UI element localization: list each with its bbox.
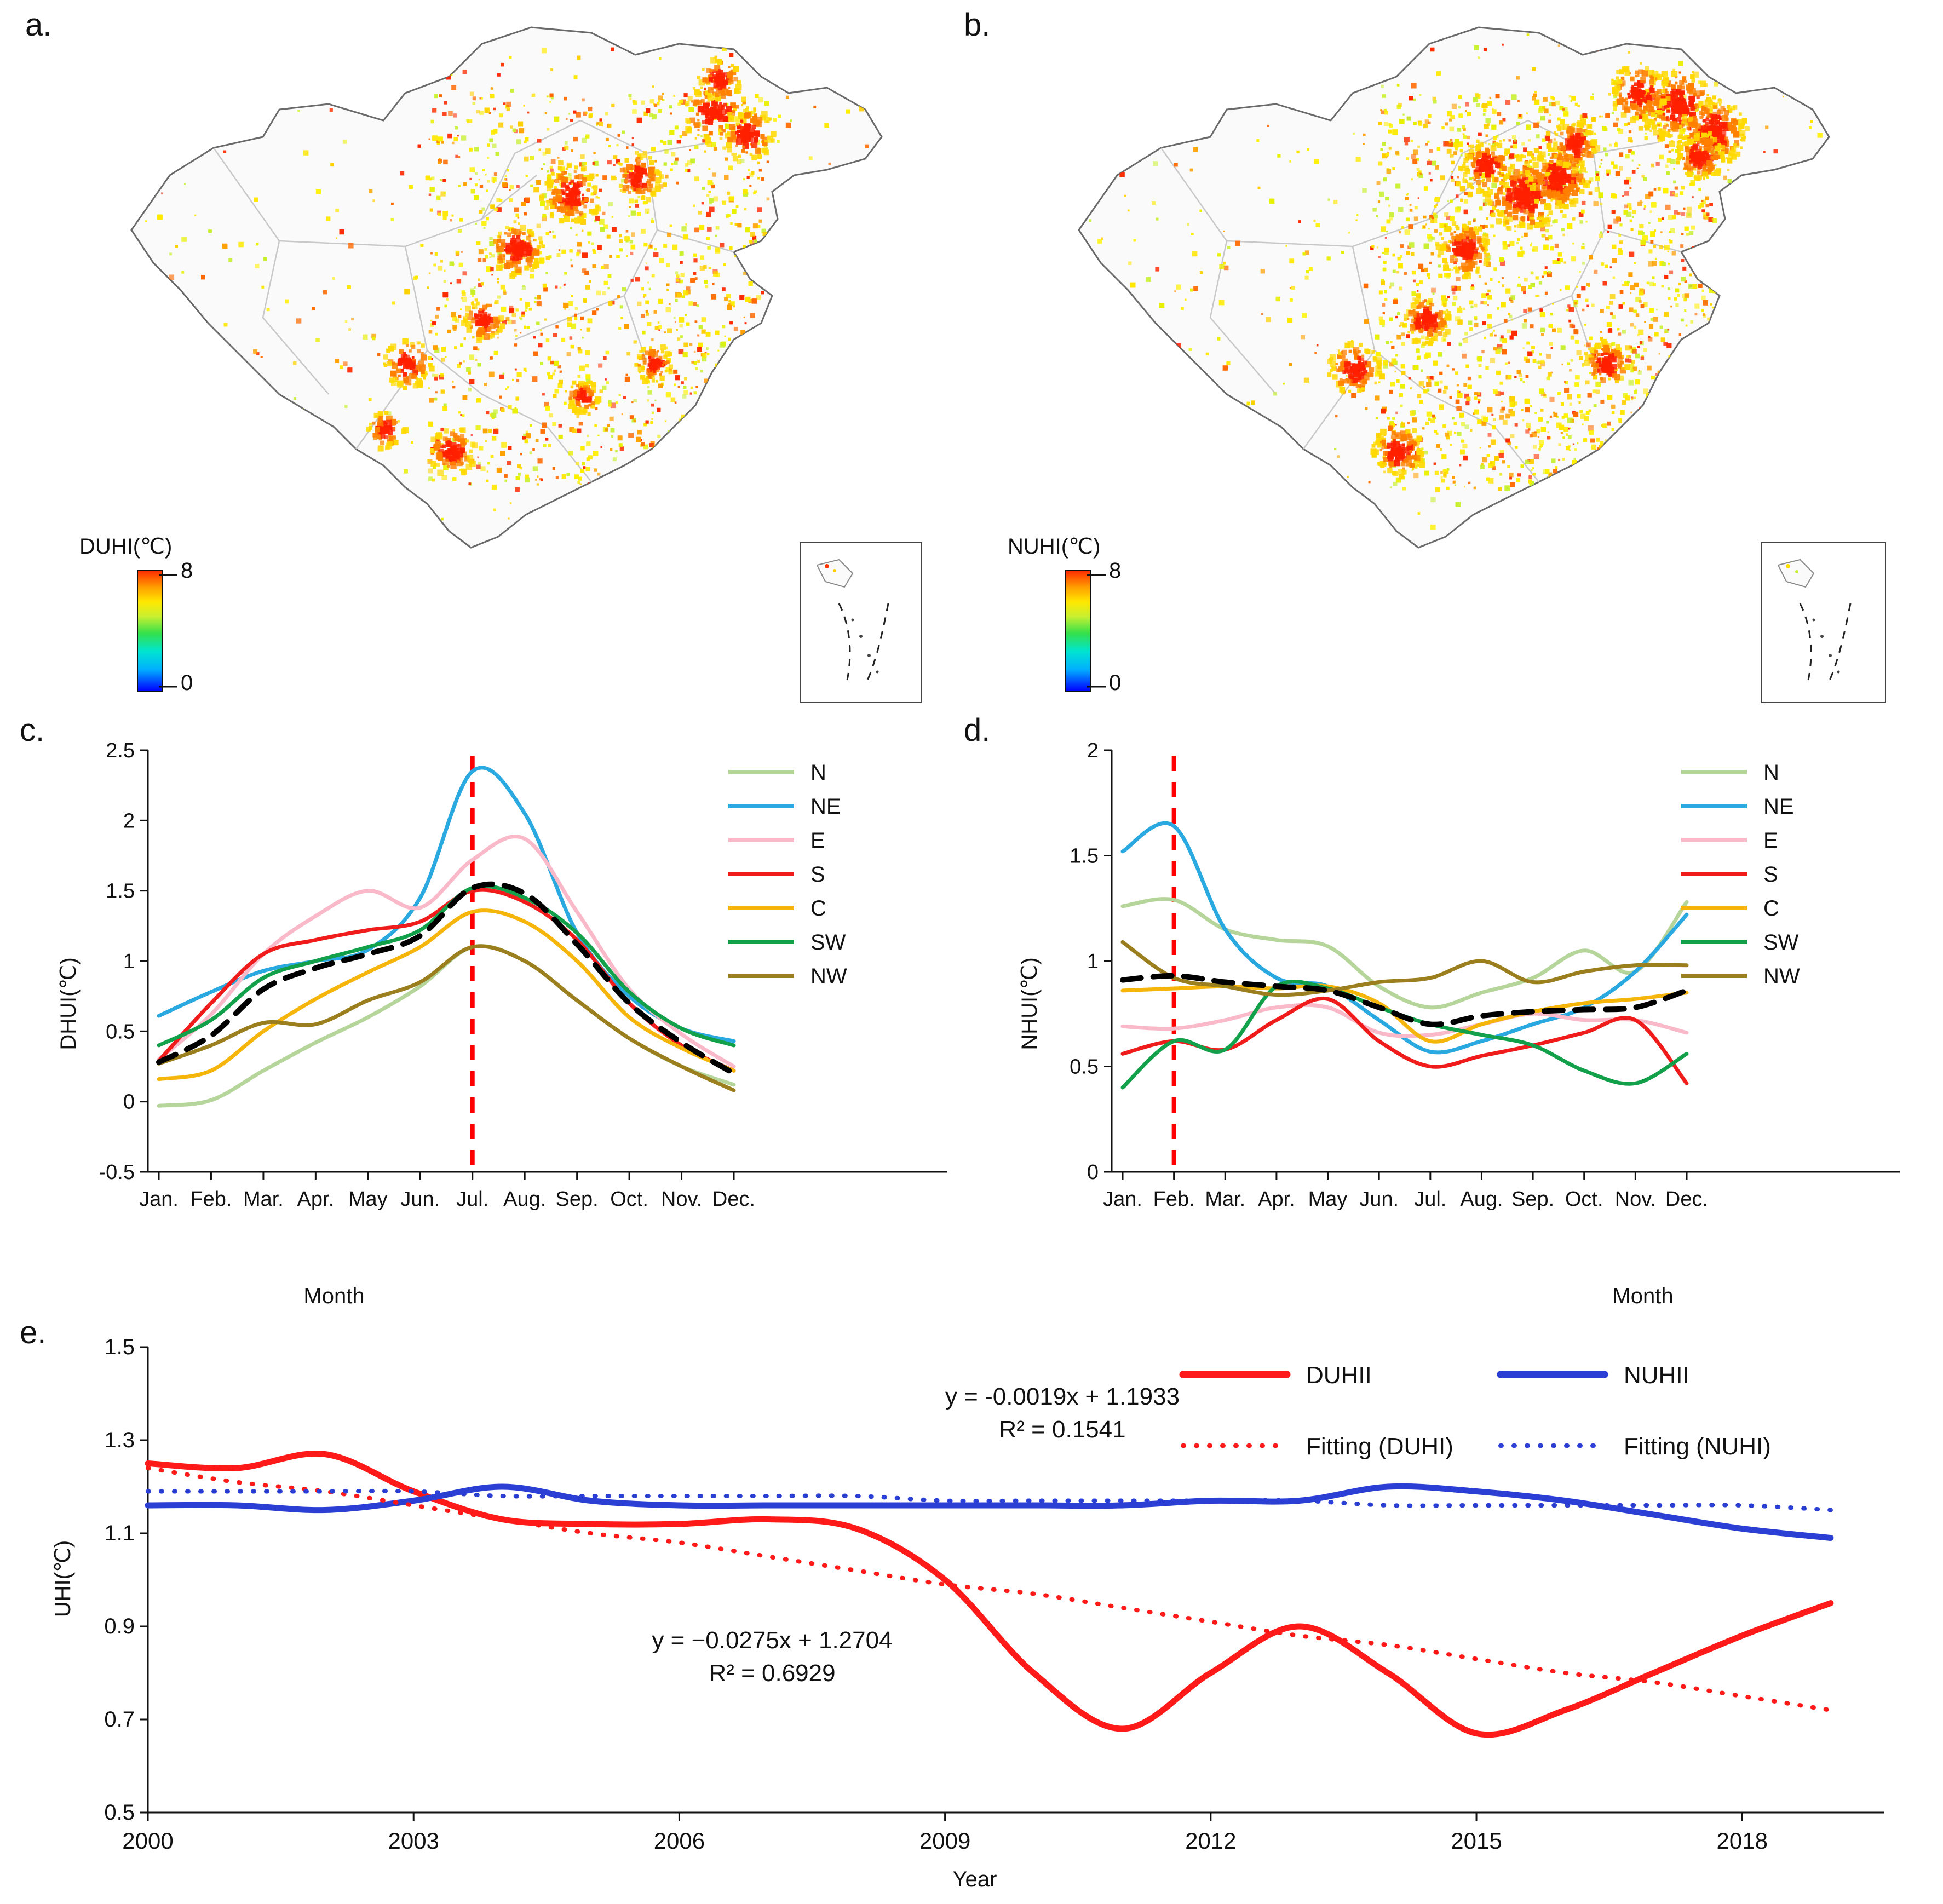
legend-label-S: S xyxy=(1763,862,1778,887)
y-tick-label: 0 xyxy=(123,1090,135,1114)
y-tick-label: 0.5 xyxy=(106,1020,135,1044)
legend-title-nuhi: NUHI(℃) xyxy=(1008,534,1101,559)
x-tick-label: May xyxy=(348,1188,388,1211)
x-tick-label: Jun. xyxy=(400,1188,440,1211)
x-tick-label: Feb. xyxy=(1153,1188,1195,1211)
chart-panel-c xyxy=(22,734,975,1314)
series-line-NUHII xyxy=(148,1486,1831,1538)
x-tick-label: Sep. xyxy=(555,1188,599,1211)
x-tick-label: Jan. xyxy=(1103,1188,1142,1211)
chart-e-svg xyxy=(22,1331,1917,1867)
y-tick-label: 0 xyxy=(1087,1161,1099,1184)
x-tick-label: 2015 xyxy=(1451,1828,1502,1854)
legend-label-SW: SW xyxy=(1763,930,1799,954)
x-tick-label: Mar. xyxy=(1205,1188,1246,1211)
chart-c-svg xyxy=(22,734,975,1281)
legend-label-NE: NE xyxy=(810,795,841,819)
y-tick-label: 1 xyxy=(123,950,135,973)
x-tick-label: Oct. xyxy=(1565,1188,1603,1211)
x-tick-label: Jul. xyxy=(456,1188,489,1211)
series-line-E xyxy=(1123,1005,1687,1036)
x-tick-label: 2018 xyxy=(1716,1828,1768,1854)
legend-label-S: S xyxy=(810,862,825,887)
legend-label-C: C xyxy=(810,896,826,921)
legend-min-nuhi: 0 xyxy=(1109,671,1122,695)
legend-label-N: N xyxy=(1763,761,1779,785)
legend-label-NUHII: NUHII xyxy=(1624,1362,1689,1389)
annotation-duhi-r2: R² = 0.6929 xyxy=(709,1660,836,1687)
x-tick-label: May xyxy=(1308,1188,1348,1211)
legend-max-nuhi: 8 xyxy=(1109,559,1122,583)
x-tick-label: 2009 xyxy=(919,1828,971,1854)
inset-south-sea-islands-b xyxy=(1761,542,1886,703)
inset-map-b xyxy=(1762,543,1883,700)
legend-label-E: E xyxy=(810,829,825,853)
x-tick-label: Sep. xyxy=(1511,1188,1555,1211)
legend-label-C: C xyxy=(1763,896,1779,921)
series-line-C xyxy=(159,911,734,1079)
y-tick-label: 2 xyxy=(123,809,135,833)
inset-south-sea-islands-a xyxy=(800,542,922,703)
panel-letter-b: b. xyxy=(964,7,991,43)
chart-c-x-axis-label: Month xyxy=(303,1284,365,1308)
x-tick-label: Dec. xyxy=(712,1188,756,1211)
legend-label-Fitting--NUHI-: Fitting (NUHI) xyxy=(1624,1433,1771,1460)
x-tick-label: Aug. xyxy=(503,1188,547,1211)
legend-title-duhi: DUHI(℃) xyxy=(79,534,173,559)
x-tick-label: Oct. xyxy=(610,1188,648,1211)
series-line-DUHII xyxy=(148,1453,1831,1734)
chart-d-svg xyxy=(986,734,1928,1281)
x-tick-label: 2006 xyxy=(653,1828,705,1854)
legend-label-NE: NE xyxy=(1763,795,1794,819)
legend-label-NW: NW xyxy=(1763,964,1800,988)
x-tick-label: Mar. xyxy=(243,1188,284,1211)
map-panel-nuhi xyxy=(1008,11,1917,701)
legend-label-NW: NW xyxy=(810,964,847,988)
map-panel-duhi xyxy=(79,11,953,701)
x-tick-label: Jun. xyxy=(1359,1188,1399,1211)
chart-panel-d xyxy=(986,734,1928,1314)
x-tick-label: Apr. xyxy=(297,1188,335,1211)
y-tick-label: 1.1 xyxy=(104,1521,135,1545)
y-tick-label: 2.5 xyxy=(106,739,135,762)
inset-map-a xyxy=(801,543,919,700)
x-tick-label: Dec. xyxy=(1665,1188,1709,1211)
x-tick-label: 2003 xyxy=(388,1828,439,1854)
legend-label-N: N xyxy=(810,761,826,785)
chart-c-y-axis-label: DHUI(℃) xyxy=(56,957,81,1050)
annotation-nuhi-r2: R² = 0.1541 xyxy=(999,1416,1126,1443)
x-tick-label: Feb. xyxy=(190,1188,232,1211)
legend-max-duhi: 8 xyxy=(181,559,193,583)
panel-letter-d: d. xyxy=(964,712,991,748)
legend-label-DUHII: DUHII xyxy=(1306,1362,1372,1389)
chart-panel-e xyxy=(22,1331,1917,1900)
panel-letter-e: e. xyxy=(20,1315,47,1350)
y-tick-label: 2 xyxy=(1087,739,1099,762)
x-tick-label: 2012 xyxy=(1185,1828,1237,1854)
x-tick-label: Jul. xyxy=(1414,1188,1447,1211)
x-tick-label: Apr. xyxy=(1258,1188,1295,1211)
y-tick-label: 1.3 xyxy=(104,1428,135,1452)
series-line-N xyxy=(1123,899,1687,1008)
annotation-nuhi-equation: y = -0.0019x + 1.1933 xyxy=(945,1383,1180,1410)
annotation-duhi-equation: y = −0.0275x + 1.2704 xyxy=(652,1627,893,1654)
legend-min-duhi: 0 xyxy=(181,671,193,695)
x-tick-label: Aug. xyxy=(1460,1188,1503,1211)
x-tick-label: Nov. xyxy=(660,1188,703,1211)
chart-e-x-axis-label: Year xyxy=(952,1867,997,1891)
x-tick-label: Jan. xyxy=(139,1188,179,1211)
y-tick-label: 1.5 xyxy=(106,879,135,903)
legend-ticks-duhi xyxy=(159,571,181,691)
y-tick-label: 1 xyxy=(1087,950,1099,973)
y-tick-label: 0.5 xyxy=(1070,1055,1099,1079)
x-tick-label: Nov. xyxy=(1614,1188,1657,1211)
chart-d-x-axis-label: Month xyxy=(1612,1284,1674,1308)
series-line-C xyxy=(1123,986,1687,1042)
chart-d-y-axis-label: NHUI(℃) xyxy=(1018,957,1042,1050)
legend-label-Fitting--DUHI-: Fitting (DUHI) xyxy=(1306,1433,1453,1460)
legend-label-E: E xyxy=(1763,829,1778,853)
y-tick-label: 0.5 xyxy=(104,1801,135,1825)
panel-letter-a: a. xyxy=(25,7,52,43)
x-tick-label: 2000 xyxy=(122,1828,174,1854)
panel-letter-c: c. xyxy=(20,712,45,748)
y-tick-label: 1.5 xyxy=(1070,844,1099,868)
chart-e-y-axis-label: UHI(℃) xyxy=(51,1540,75,1618)
y-tick-label: 1.5 xyxy=(104,1335,135,1359)
y-tick-label: 0.9 xyxy=(104,1614,135,1638)
legend-ticks-nuhi xyxy=(1087,571,1109,691)
y-tick-label: 0.7 xyxy=(104,1707,135,1732)
legend-label-SW: SW xyxy=(810,930,846,954)
y-tick-label: -0.5 xyxy=(99,1161,135,1184)
